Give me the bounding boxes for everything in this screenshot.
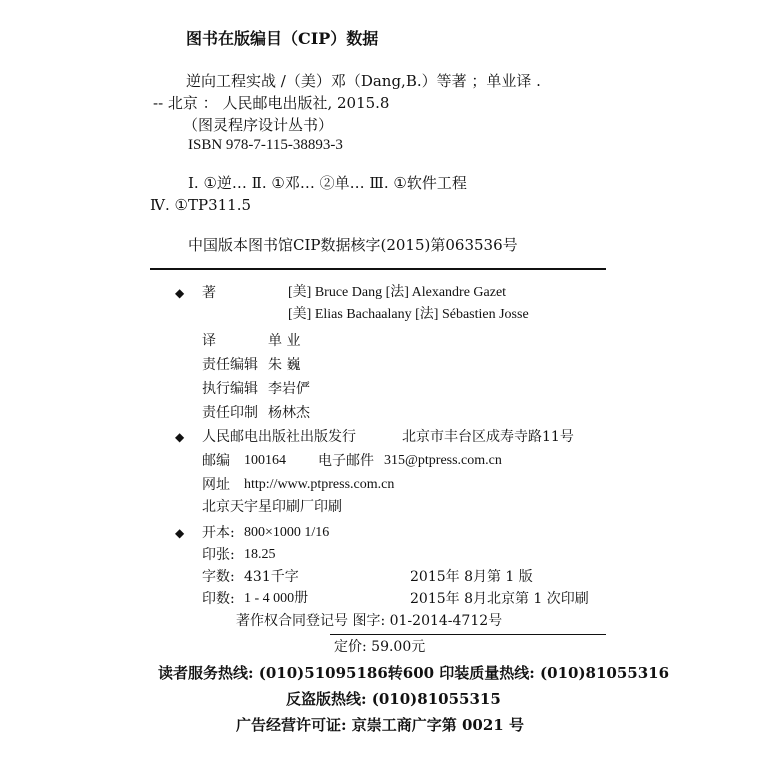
postcode-label: 邮编 <box>202 453 230 469</box>
website: http://www.ptpress.com.cn <box>244 477 395 492</box>
piracy-hotline: 反盗版热线: (010)81055315 <box>286 690 501 708</box>
print-count-label: 印数: <box>202 591 235 607</box>
divider-rule <box>150 268 606 270</box>
cip-title-line: 逆向工程实战 /（美）邓（Dang,B.）等著 ；单业译 . <box>186 72 541 90</box>
format: 800×1000 1/16 <box>244 525 330 540</box>
translator-label: 译 <box>202 333 216 349</box>
sheets: 18.25 <box>244 547 276 562</box>
price-rule <box>330 634 606 635</box>
website-label: 网址 <box>202 477 230 493</box>
postcode: 100164 <box>244 453 286 468</box>
words: 431千字 <box>244 569 299 585</box>
author-label: 著 <box>202 285 216 301</box>
publisher-name: 人民邮电出版社出版发行 <box>202 429 356 445</box>
publisher-address: 北京市丰台区成寿寺路11号 <box>402 429 574 445</box>
hotline: 读者服务热线: (010)51095186转600 印装质量热线: (010)81055316 <box>158 664 670 682</box>
email: 315@ptpress.com.cn <box>384 453 502 468</box>
cip-publisher-line: -- 北京 ： 人民邮电出版社, 2015.8 <box>153 94 390 112</box>
bullet-icon: ◆ <box>175 526 185 540</box>
email-label: 电子邮件 <box>318 453 374 469</box>
printing: 2015年 8月北京第 1 次印刷 <box>410 591 589 607</box>
cip-classification-2: Ⅳ. ①TP311.5 <box>150 196 252 214</box>
cip-classification-1: Ⅰ. ①逆… Ⅱ. ①邓… ②单… Ⅲ. ①软件工程 <box>188 174 467 192</box>
authors-line-1: [美] Bruce Dang [法] Alexandre Gazet <box>288 285 507 300</box>
ad-license: 广告经营许可证: 京崇工商广字第 0021 号 <box>236 716 524 734</box>
bullet-icon: ◆ <box>175 286 185 300</box>
copyright-registration: 著作权合同登记号 图字: 01-2014-4712号 <box>236 613 503 629</box>
cip-core-number: 中国版本图书馆CIP数据核字(2015)第063536号 <box>188 236 518 254</box>
cip-isbn: ISBN 978-7-115-38893-3 <box>188 137 343 153</box>
edition: 2015年 8月第 1 版 <box>410 569 533 585</box>
exec-editor-label: 执行编辑 <box>202 381 258 397</box>
price: 定价: 59.00元 <box>334 639 426 655</box>
print-person: 杨林杰 <box>268 405 310 421</box>
print-count: 1 - 4 000册 <box>244 591 309 606</box>
printer: 北京天宇星印刷厂印刷 <box>202 499 342 515</box>
cip-header: 图书在版编目（CIP）数据 <box>186 29 379 48</box>
translator: 单 业 <box>268 333 301 349</box>
authors-line-2: [美] Elias Bachaalany [法] Sébastien Josse <box>288 307 529 322</box>
words-label: 字数: <box>202 569 235 585</box>
format-label: 开本: <box>202 525 235 541</box>
print-label: 责任印制 <box>202 405 258 421</box>
cip-series-line: （图灵程序设计丛书） <box>183 116 334 134</box>
bullet-icon: ◆ <box>175 430 185 444</box>
editor: 朱 巍 <box>268 357 301 373</box>
exec-editor: 李岩俨 <box>268 381 310 397</box>
sheets-label: 印张: <box>202 547 235 563</box>
editor-label: 责任编辑 <box>202 357 258 373</box>
